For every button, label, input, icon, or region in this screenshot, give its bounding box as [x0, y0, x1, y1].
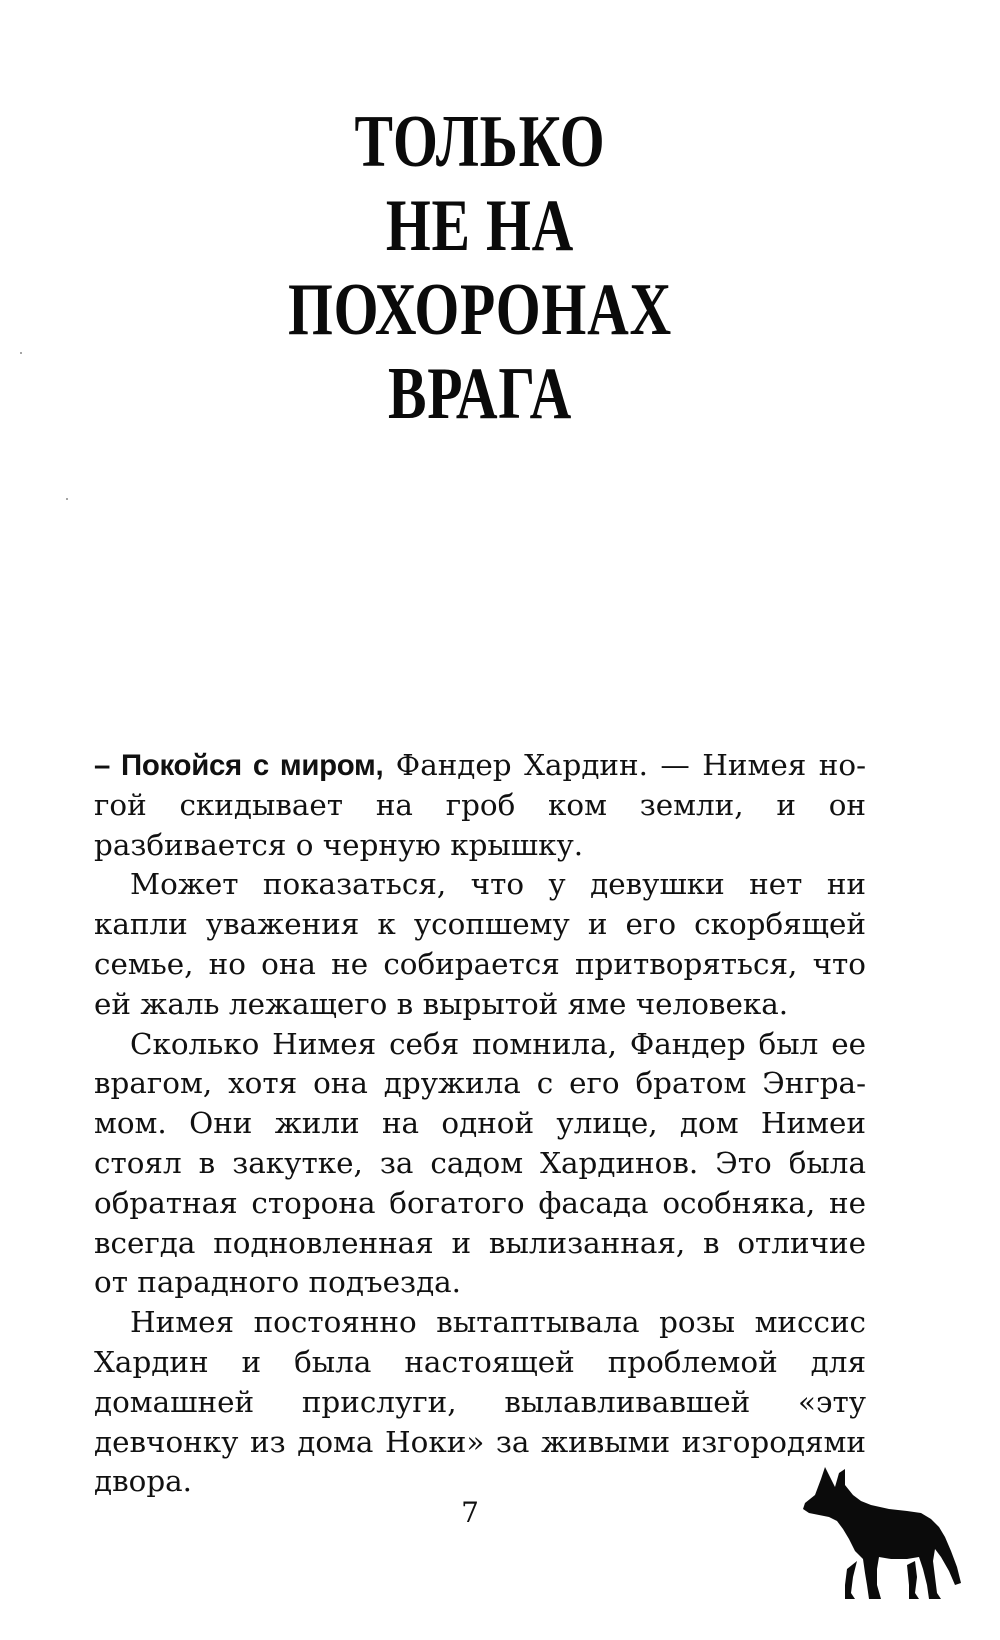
page-number: 7: [461, 1496, 479, 1529]
chapter-title-line-1: ТОЛЬКО: [354, 101, 606, 183]
paper-speck: [20, 352, 22, 354]
paragraph-4: Нимея постоянно вытаптывала розы миссис Хардин и была настоящей проблемой для домашней прислуги, вылавливавшей «эту девчонку из дома Ноки» за живыми изгородями двора.: [94, 1305, 866, 1499]
lead-in-phrase: – Покойся с миром,: [94, 749, 384, 782]
chapter-title-line-3: ВРАГА: [387, 353, 573, 435]
paragraph-1: [94, 746, 866, 865]
chapter-title-line-2: НЕ НА ПОХОРОНАХ: [287, 185, 673, 351]
body-text: [94, 746, 866, 1502]
wolf-icon: [795, 1465, 963, 1605]
paragraph-3: Сколько Нимея себя помнила, Фандер был ее врагом, хотя она дружила с его братом Энграмом. Они жили на одной улице, дом Нимеи стоял в закутке, за садом Хардинов. Это была обратная сторона богатого фасада особняка, не всегда подновленная и вылизанная, в отличие от парадного подъезда.: [94, 1026, 866, 1300]
paragraph-2: Может показаться, что у девушки нет ни капли уважения к усопшему и его скорбящей семье, но она не собирается притворяться, что ей жаль лежащего в вырытой яме человека.: [94, 867, 866, 1021]
paper-speck: [66, 498, 68, 500]
chapter-title: [207, 100, 753, 436]
paragraph-1-text: Фандер Хардин. — Нимея ногой скидывает на гроб ком земли, и он разбивается о черную крышку.: [94, 748, 866, 862]
